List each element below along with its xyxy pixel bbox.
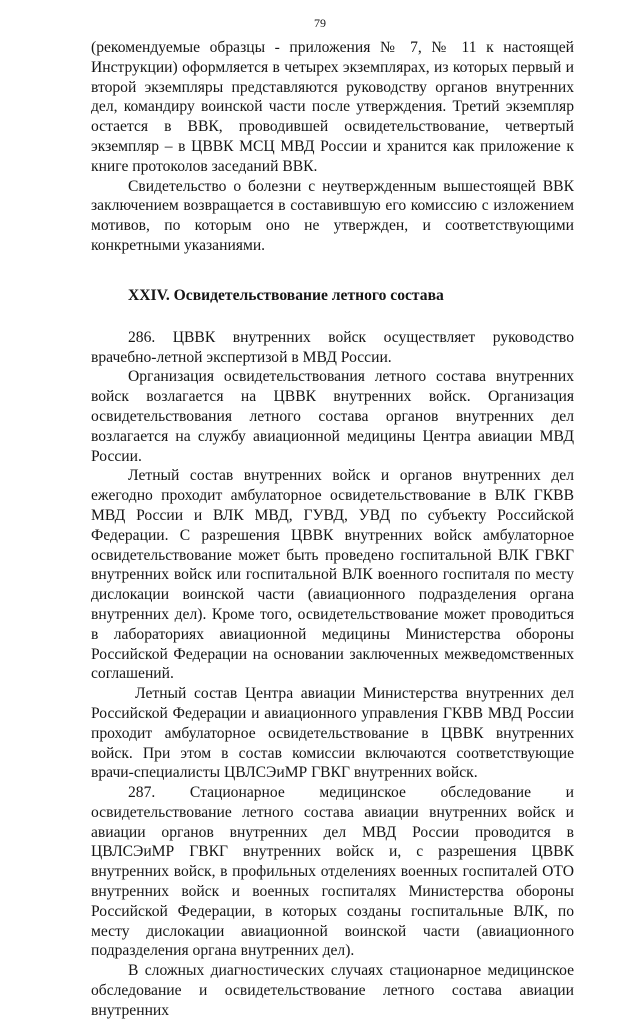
paragraph-continuation: (рекомендуемые образцы - приложения № 7, № 11 к настоящей Инструкции) оформляется в четырех экземплярах, из которых первый и второй экземпляры представляются руководству органов внутренних дел, командиру воинской части после утверждения. Третий экземпляр остается в ВВК, проводившей освидетельствование, четвертый экземпляр – в ЦВВК МСЦ МВД России и хранится как приложение к книге протоколов заседаний ВВК.: [91, 39, 574, 175]
paragraph-organization: Организация освидетельствования летного состава внутренних войск возлагается на ЦВВК внутренних войск. Организация освидетельствования летного состава органов внутренних дел возлагается на службу авиационной медицины Центра авиации МВД России.: [91, 368, 574, 465]
paragraph-disease-certificate: Свидетельство о болезни с неутвержденным вышестоящей ВВК заключением возвращается в составившую его комиссию с изложением мотивов, по которым оно не утвержден, и соответствующими конкретными указаниями.: [91, 177, 574, 254]
paragraph-aviation-center: Летный состав Центра авиации Министерства внутренних дел Российской Федерации и авиационного управления ГКВВ МВД России проходит амбулаторное освидетельствование в ЦВВК внутренних войск. При этом в состав комиссии включаются соответствующие врачи-специалисты ЦВЛСЭиМР ГВКГ внутренних войск.: [91, 685, 574, 782]
paragraph-287: 287. Стационарное медицинское обследование и освидетельствование летного состава авиации внутренних войск и авиации органов внутренних дел МВД России проводится в ЦВЛСЭиМР ГВКГ внутренних войск и, с разрешения ЦВВК внутренних войск, в профильных отделениях военных госпиталей ОТО внутренних войск и военных госпиталях Министерства обороны Российской Федерации, в которых созданы госпитальные ВЛК, по месту дислокации авиационной воинской части (авиационного подразделения органа внутренних дел).: [91, 784, 574, 960]
paragraph-complex-cases: В сложных диагностических случаях стационарное медицинское обследование и освидетельствование летного состава авиации внутренних: [91, 962, 574, 1019]
page-number: 79: [314, 16, 326, 30]
paragraph-286: 286. ЦВВК внутренних войск осуществляет руководство врачебно-летной экспертизой в МВД России.: [91, 328, 574, 366]
section-heading: XXIV. Освидетельствование летного состава: [128, 286, 444, 304]
page-body: [91, 38, 574, 1021]
paragraph-ambulatory: Летный состав внутренних войск и органов внутренних дел ежегодно проходит амбулаторное освидетельствование в ВЛК ГКВВ МВД России и ВЛК МВД, ГУВД, УВД по субъекту Российской Федерации. С разрешения ЦВВК внутренних войск амбулаторное освидетельствование может быть проведено госпитальной ВЛК ГВКГ внутренних войск или госпитальной ВЛК военного госпиталя по месту дислокации воинской части (авиационного подразделения органа внутренних дел). Кроме того, освидетельствование может проводиться в лабораториях авиационной медицины Министерства обороны Российской Федерации на основании заключенных межведомственных соглашений.: [91, 467, 574, 683]
